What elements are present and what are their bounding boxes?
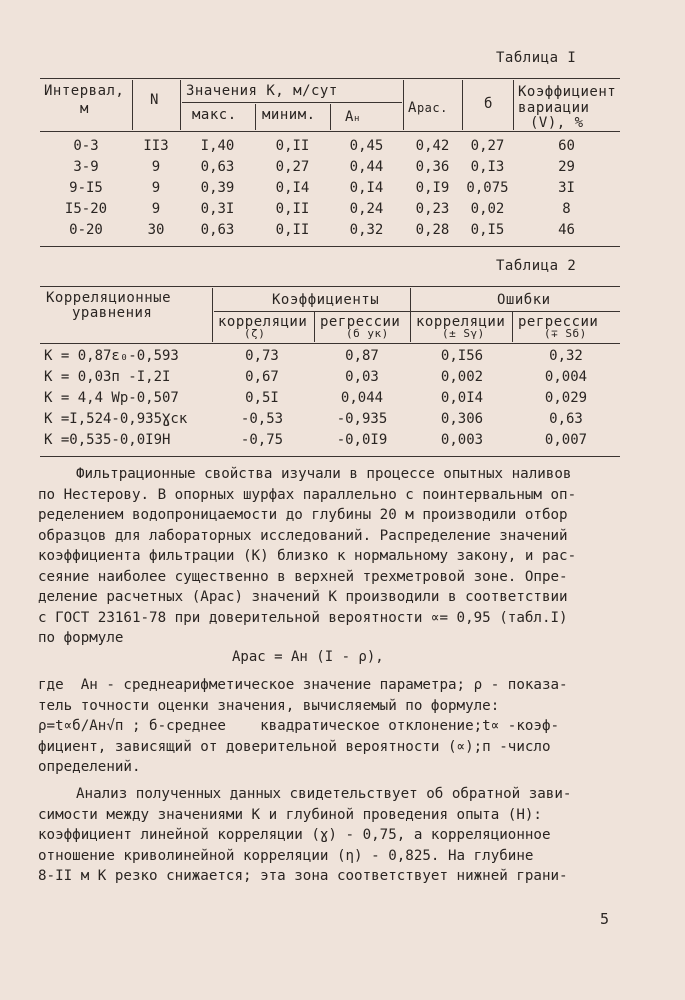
t1-vline [513, 80, 514, 130]
table-cell: 0,24 [349, 200, 384, 217]
t2-vline [314, 312, 315, 342]
table-cell: 0,I4 [275, 179, 310, 196]
text-line: образцов для лабораторных исследований. Распределение значений [38, 527, 568, 544]
table-cell: 0,II [275, 221, 310, 238]
table-cell: 0,I9 [415, 179, 450, 196]
text-line: коэффициента фильтрации (К) близко к нормальному закону, и рас- [38, 548, 577, 564]
text-line: где Ан - среднеарифметическое значение параметра; ρ - показа- [38, 677, 568, 693]
table-cell: -0,0I9 [336, 431, 388, 448]
t2-h-corr: корреляции [218, 314, 308, 330]
table-row [40, 156, 620, 177]
table-cell: 0,44 [349, 158, 384, 175]
text-line: с ГОСТ 23161-78 при доверительной вероятности ∝= 0,95 (табл.I) [38, 609, 568, 626]
table2-body [40, 345, 620, 450]
table-cell: 0,32 [349, 221, 384, 238]
table-row [40, 387, 620, 408]
table-cell: К =I,524-0,935Ɣск [44, 410, 188, 427]
table-cell: 0-20 [69, 221, 103, 238]
text-line: по формуле [38, 630, 124, 646]
t2-vline [512, 312, 513, 342]
table1-bottom-rule [40, 246, 620, 247]
table-row [40, 177, 620, 198]
t1-h-an: Ан [345, 109, 360, 125]
table-cell: 0,63 [200, 221, 235, 238]
t2-h-eq: Корреляционные [46, 290, 172, 306]
table1-caption: Таблица I [496, 50, 577, 66]
table-cell: 0,63 [549, 410, 583, 427]
table-cell: -0,935 [336, 410, 388, 427]
table-cell: 0,28 [415, 221, 450, 238]
table-cell: 3I [558, 179, 575, 196]
t1-h-sigma: б [484, 96, 493, 112]
table-row [40, 198, 620, 219]
table-cell: 0,003 [440, 431, 484, 448]
t1-vline [255, 104, 256, 130]
table-cell: 9-I5 [69, 179, 103, 196]
t1-header-rule [40, 131, 620, 132]
table-cell: 0,67 [245, 368, 279, 385]
table-cell: 0,3I [200, 200, 235, 217]
t1-h-max: макс. [192, 107, 237, 123]
text-line: по Нестерову. В опорных шурфах параллельно с поинтервальным оп- [38, 486, 577, 503]
t2-h-ecorr: корреляции [416, 314, 506, 330]
text-line: коэффициент линейной корреляции (ɣ) - 0,75, а корреляционное [38, 827, 551, 843]
table-cell: 0,II [275, 200, 310, 217]
table1-body [40, 135, 620, 240]
t1-vline [132, 80, 133, 130]
table-cell: 0,I56 [440, 347, 484, 364]
table-cell: 0,32 [549, 347, 583, 364]
table-cell: 9 [151, 200, 161, 217]
table-cell: 0,II [275, 137, 310, 154]
table-cell: 0,27 [275, 158, 310, 175]
text-line: определений. [38, 759, 141, 775]
t1-h-aras: Арас. [408, 100, 448, 116]
table-cell: 0,5I [245, 389, 279, 406]
table2-bottom-rule [40, 456, 620, 457]
table-cell: 9 [151, 179, 161, 196]
paragraph-1 [38, 464, 638, 649]
t2-h-ecorr-sym: (± Sγ) [442, 327, 485, 340]
table-cell: 0,39 [200, 179, 235, 196]
table-cell: I,40 [200, 137, 235, 154]
table-cell: -0,53 [240, 410, 284, 427]
table2-top-rule [40, 286, 620, 287]
table-cell: 0,306 [440, 410, 484, 427]
t2-h-coef: Коэффициенты [272, 292, 380, 308]
t2-h-regr: регрессии [320, 314, 401, 330]
t2-h-err: Ошибки [497, 292, 551, 308]
text-line: 8-II м К резко снижается; эта зона соответствует нижней грани- [38, 868, 568, 884]
table-cell: 0-3 [73, 137, 99, 154]
table-cell: 0,03 [345, 368, 379, 385]
table-cell: 0,I5 [470, 221, 505, 238]
table-cell: 0,27 [470, 137, 505, 154]
table-cell: 29 [558, 158, 575, 175]
text-line: тель точности оценки значения, вычисляемый по формуле: [38, 697, 500, 714]
table-cell: 0,029 [544, 389, 588, 406]
t1-h-values: Значения К, м/сут [186, 83, 338, 99]
t1-vline [462, 80, 463, 130]
table-cell: К = 4,4 Wp-0,507 [44, 389, 179, 406]
table-cell: 3-9 [73, 158, 99, 175]
t2-sub-rule [214, 311, 620, 312]
t1-h-interval: Интервал, [44, 83, 125, 99]
t1-h-cv3: (V), % [530, 115, 584, 131]
table-cell: К = 0,03п -I,2I [44, 368, 171, 385]
table-cell: 0,45 [349, 137, 384, 154]
table-row [40, 408, 620, 429]
table-cell: 0,0I4 [440, 389, 484, 406]
t1-vline [330, 104, 331, 130]
table-cell: 0,63 [200, 158, 235, 175]
t2-header-rule [40, 343, 620, 344]
paragraph-3 [38, 784, 638, 887]
table-cell: 0,002 [440, 368, 484, 385]
text-line: симости между значениями К и глубиной проведения опыта (Н): [38, 806, 542, 823]
t1-h-min: миним. [262, 107, 316, 123]
text-line: Фильтрационные свойства изучали в процессе опытных наливов [76, 466, 572, 482]
table-cell: 0,02 [470, 200, 505, 217]
t1-h-cv: Коэффициент [518, 84, 617, 100]
table-cell: 0,044 [340, 389, 384, 406]
t1-vline [403, 80, 404, 130]
text-line: фициент, зависящий от доверительной вероятности (∝);п -число [38, 738, 551, 755]
t2-vline [212, 288, 213, 342]
t1-h-interval-unit: м [80, 101, 89, 117]
table1-top-rule [40, 78, 620, 79]
table-cell: 0,075 [466, 179, 509, 196]
formula: Арас = Ан (I - ρ), [232, 649, 384, 665]
table-cell: 46 [558, 221, 575, 238]
table-row [40, 219, 620, 240]
table-cell: 0,007 [544, 431, 588, 448]
t2-h-regr-sym: (б ук) [346, 327, 389, 340]
t2-h-eregr: регрессии [518, 314, 599, 330]
paragraph-2 [38, 675, 638, 778]
table-cell: 0,I3 [470, 158, 505, 175]
t1-h-n: N [150, 92, 159, 108]
text-line: отношение криволинейной корреляции (η) - 0,825. На глубине [38, 847, 534, 864]
table2-caption: Таблица 2 [496, 258, 577, 274]
page-number: 5 [600, 910, 610, 928]
table-cell: 0,23 [415, 200, 450, 217]
table-cell: 60 [558, 137, 575, 154]
text-line: деление расчетных (Арас) значений К производили в соответствии [38, 589, 568, 605]
t1-h-cv2: вариации [518, 100, 590, 116]
table-cell: 8 [562, 200, 571, 217]
table-cell: 0,36 [415, 158, 450, 175]
text-line: сеяние наиболее существенно в верхней трехметровой зоне. Опре- [38, 568, 568, 585]
table-cell: К = 0,87ε₀-0,593 [44, 347, 179, 364]
table-cell: -0,75 [240, 431, 284, 448]
t2-h-corr-sym: (ζ) [244, 327, 266, 340]
table-row [40, 345, 620, 366]
t1-vline [180, 80, 181, 130]
table-cell: 0,I4 [349, 179, 384, 196]
text-line: ρ=t∝б/Ан√п ; б-среднее квадратическое отклонение;t∝ -коэф- [38, 718, 560, 734]
table-cell: 0,73 [245, 347, 279, 364]
table-row [40, 366, 620, 387]
table-row [40, 429, 620, 450]
t2-h-eq2: уравнения [72, 305, 153, 321]
text-line: ределением водопроницаемости до глубины 20 м производили отбор [38, 507, 568, 523]
table-cell: 0,004 [544, 368, 588, 385]
table-cell: I5-20 [64, 200, 108, 217]
table-cell: К =0,535-0,0I9Н [44, 431, 171, 448]
t1-sub-rule [182, 102, 402, 103]
t2-h-eregr-sym: (∓ Sб) [544, 327, 587, 340]
text-line: Анализ полученных данных свидетельствует об обратной зави- [76, 786, 572, 802]
table-row [40, 135, 620, 156]
table-cell: II3 [143, 137, 169, 154]
table-cell: 30 [147, 221, 165, 238]
table-cell: 0,87 [345, 347, 379, 364]
table-cell: 9 [151, 158, 161, 175]
t2-vline [410, 288, 411, 342]
table-cell: 0,42 [415, 137, 450, 154]
